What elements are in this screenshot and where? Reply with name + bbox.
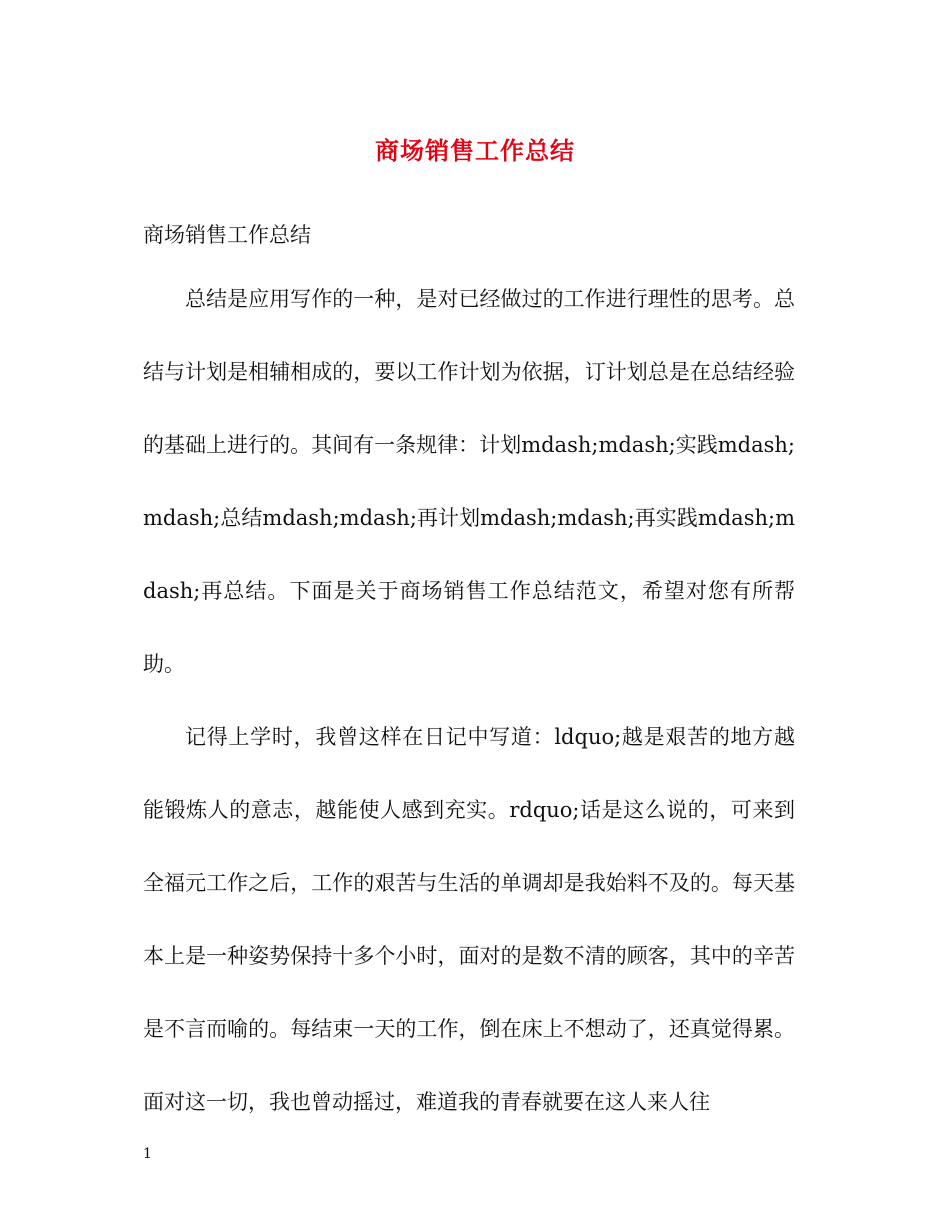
document-body (143, 263, 795, 1139)
page-number: 1 (143, 1146, 152, 1162)
document-subtitle: 商场销售工作总结 (143, 223, 311, 247)
document-title: 商场销售工作总结 (375, 136, 575, 165)
paragraph-1: 总结是应用写作的一种，是对已经做过的工作进行理性的思考。总结与计划是相辅相成的，要以工作计划为依据，订计划总是在总结经验的基础上进行的。其间有一条规律：计划mdash;mdash;实践mdash;mdash;总结mdash;mdash;再计划mdash;mdash;再实践mdash;mdash;再总结。下面是关于商场销售工作总结范文，希望对您有所帮助。 (143, 287, 795, 676)
paragraph-2: 记得上学时，我曾这样在日记中写道：ldquo;越是艰苦的地方越能锻炼人的意志，越能使人感到充实。rdquo;话是这么说的，可来到全福元工作之后，工作的艰苦与生活的单调却是我始料不及的。每天基本上是一种姿势保持十多个小时，面对的是数不清的顾客，其中的辛苦是不言而喻的。每结束一天的工作，倒在床上不想动了，还真觉得累。面对这一切，我也曾动摇过，难道我的青春就要在这人来人往 (143, 725, 795, 1114)
